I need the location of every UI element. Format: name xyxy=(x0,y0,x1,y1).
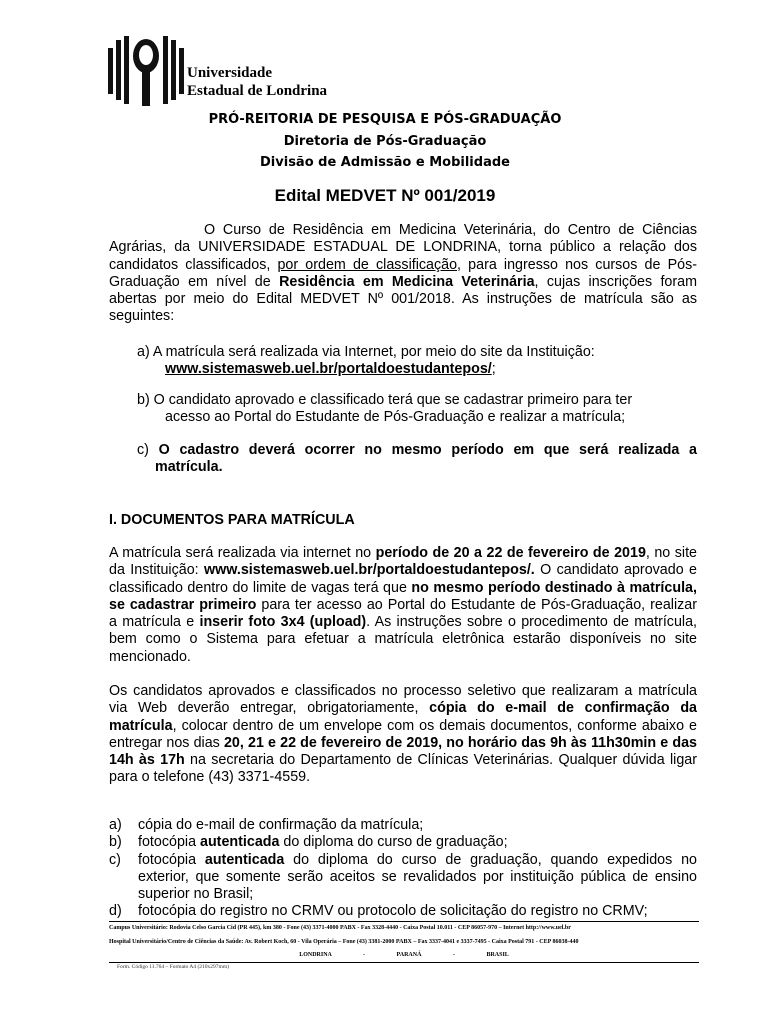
s1-text-e: O candidato aprovado e classificado dentro do limite de vagas terá que xyxy=(109,562,697,596)
list-item-text: do diploma do curso de graduação; xyxy=(279,834,508,851)
s1-bold-register: no mesmo período destinado à matrícula, se cadastrar primeiro xyxy=(109,579,697,613)
portal-link[interactable]: www.sistemasweb.uel.br/portaldoestudantepos/ xyxy=(165,361,492,378)
list-item-text: fotocópia xyxy=(138,834,200,851)
item-a-text: a) A matrícula será realizada via Internet, por meio do site da Instituição: xyxy=(137,344,595,360)
list-item-text: fotocópia xyxy=(138,851,205,868)
intro-paragraph xyxy=(109,222,697,326)
s1-link[interactable]: www.sistemasweb.uel.br/portaldoestudantepos/. xyxy=(204,562,535,579)
s2-bold-email: cópia do e-mail de confirmação da matrícula xyxy=(109,700,698,734)
s1-text-g: para ter acesso ao Portal do Estudante de Pós-Graduação, realizar a matrícula e xyxy=(109,596,697,631)
section-paragraph-2 xyxy=(109,683,697,787)
section-paragraph-1 xyxy=(109,545,697,666)
s2-text-a: Os candidatos aprovados e classificados no processo seletivo que realizaram a matrícula via Web deverão entregar, obrigatoriamente, xyxy=(109,683,697,717)
item-a-end: ; xyxy=(491,361,496,378)
list-item-text: fotocópia do registro no CRMV ou protocolo de solicitação do registro no CRMV; xyxy=(138,903,648,920)
header-division: Divisão de Admissão e Mobilidade xyxy=(260,155,510,170)
university-name-line2: Estadual de Londrina xyxy=(187,83,328,99)
footer-divider-bottom xyxy=(109,962,699,963)
footer-city: LONDRINA xyxy=(299,952,332,958)
item-c xyxy=(137,442,697,477)
form-code: Form. Código 11.764 – Formato A4 (210x297mm) xyxy=(117,964,229,970)
university-name xyxy=(187,64,327,100)
s1-text-i: . As instruções sobre o procedimento de matrícula, bem como o Sistema para efetuar a matrícula eletrônica estarão disponíveis no site mencionado. xyxy=(109,614,697,665)
s1-text-c: , no site da Instituição: xyxy=(109,545,697,579)
footer-divider xyxy=(109,921,699,922)
intro-bold: Residência em Medicina Veterinária xyxy=(279,273,535,290)
item-b xyxy=(137,392,697,427)
s2-text-c: , colocar dentro de um envelope com os demais documentos, conforme abaixo e entregar nos dias xyxy=(109,717,697,751)
uel-emblem-icon xyxy=(108,34,184,108)
documents-list xyxy=(109,817,697,921)
item-c-text: O cadastro deverá ocorrer no mesmo período em que será realizada a matrícula. xyxy=(155,442,697,476)
footer-state: PARANÁ xyxy=(396,952,422,958)
item-c-label: c) xyxy=(137,442,159,458)
list-item-text: cópia do e-mail de confirmação da matrícula; xyxy=(138,817,424,833)
list-item xyxy=(109,903,697,920)
university-logo xyxy=(108,34,358,108)
s2-bold-dates: 20, 21 e 22 de fevereiro de 2019, no horário das 9h às 11h30min e das 14h às 17h xyxy=(109,734,697,769)
s2-text-e: na secretaria do Departamento de Clínicas Veterinárias. Qualquer dúvida ligar para o telefone (43) 3371-4559. xyxy=(109,752,697,786)
list-item xyxy=(109,852,697,904)
s1-bold-period: período de 20 a 22 de fevereiro de 2019 xyxy=(375,545,646,561)
list-item-label: b) xyxy=(109,834,122,851)
list-item-bold: autenticada xyxy=(200,834,280,851)
item-a xyxy=(137,344,697,379)
intro-text-3: , para ingresso nos cursos de Pós-Graduação em nível de xyxy=(109,256,697,290)
list-item-text: do diploma do curso de graduação, quando expedidos no exterior, que somente serão aceitos se revalidados por instituição pública de ensino superior no Brasil; xyxy=(138,851,697,903)
list-item-bold: autenticada xyxy=(204,851,285,868)
university-name-line1: Universidade xyxy=(187,65,273,81)
header-dept: PRÓ-REITORIA DE PESQUISA E PÓS-GRADUAÇÃO xyxy=(208,112,562,127)
s1-bold-photo: inserir foto 3x4 (upload) xyxy=(199,614,367,631)
footer-location xyxy=(109,952,699,958)
footer-hospital-address: Hospital Universitário/Centro de Ciências da Saúde: Av. Robert Koch, 60 - Vila Operária – Fone (43) 3381-2000 PABX – Fax 3337-4041 e 3337-7495 - Caixa Postal 791 - CEP 86038-440 xyxy=(109,939,579,945)
page-title: Edital MEDVET Nº 001/2019 xyxy=(274,186,496,205)
list-item-label: c) xyxy=(109,851,121,868)
list-item-label: d) xyxy=(109,903,122,920)
header-directorate: Diretoria de Pós-Graduação xyxy=(283,134,487,149)
list-item xyxy=(109,817,697,834)
intro-underline: por ordem de classificação xyxy=(277,256,458,273)
footer-sep: - xyxy=(452,952,455,958)
item-b-text: b) O candidato aprovado e classificado terá que se cadastrar primeiro para ter xyxy=(137,392,633,408)
list-item-label: a) xyxy=(109,817,122,833)
list-item xyxy=(109,834,697,851)
intro-text-1: O Curso de Residência em Medicina Veterinária, do Centro de Ciências Agrárias, da UNIVERSIDADE ESTADUAL DE LONDRINA, torna público a relação dos candidatos classificados, xyxy=(109,222,697,273)
item-b-rest: acesso ao Portal do Estudante de Pós-Graduação e realizar a matrícula; xyxy=(165,409,626,426)
s1-text-a: A matrícula será realizada via internet no xyxy=(109,545,376,561)
footer-campus-address: Campus Universitário: Rodovia Celso Garcia Cid (PR 445), km 380 - Fone (43) 3371-4000 PABX - Fax 3328-4440 - Caixa Postal 10.011 - CEP 86057-970 – Internet http://www.uel.br xyxy=(109,925,571,931)
footer-country: BRASIL xyxy=(486,952,509,958)
intro-text-5: , cujas inscrições foram abertas por meio do Edital MEDVET Nº 001/2018. As instruções de matrícula são as seguintes: xyxy=(109,273,697,325)
section-title: I. DOCUMENTOS PARA MATRÍCULA xyxy=(109,512,355,528)
footer-sep: - xyxy=(363,952,366,958)
